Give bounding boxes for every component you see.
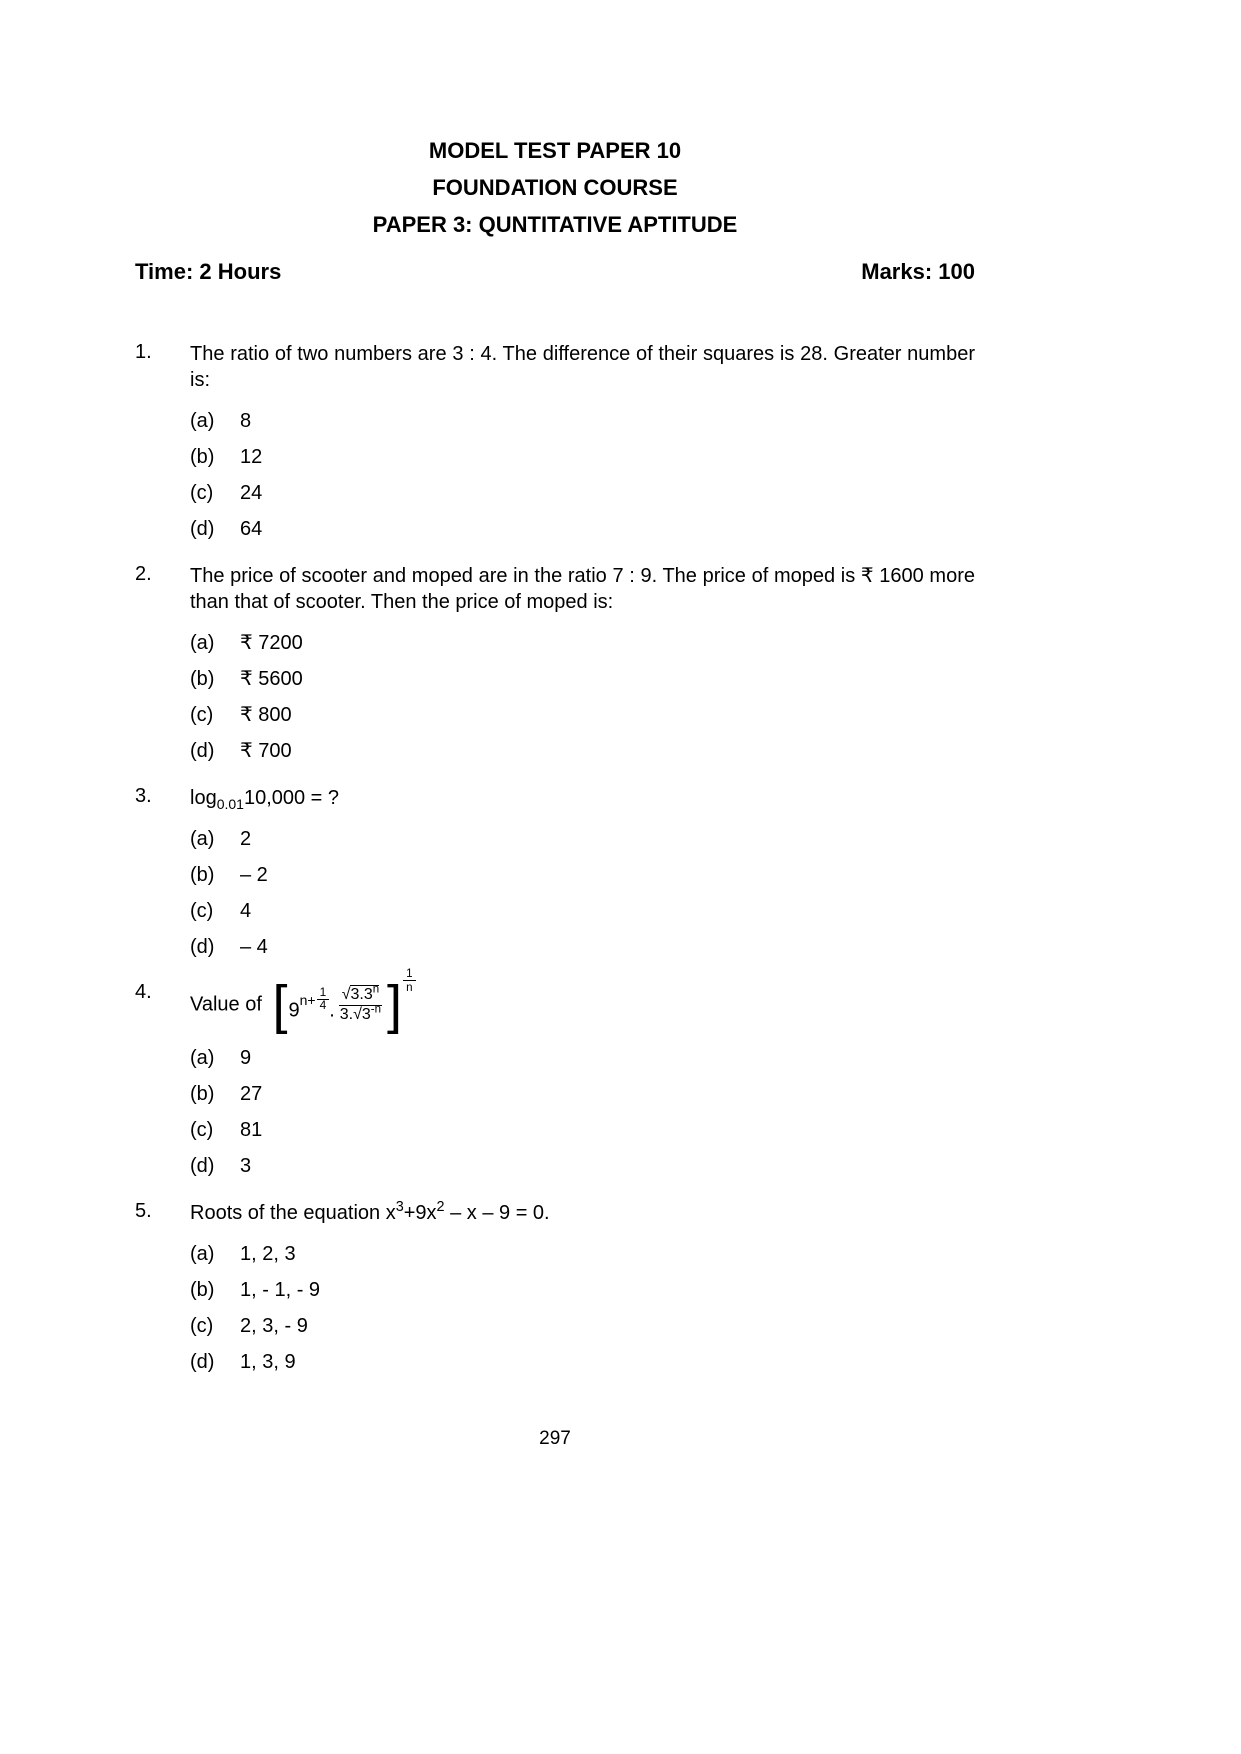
options-list xyxy=(190,821,975,965)
option-row xyxy=(190,1112,975,1148)
option-row xyxy=(190,625,975,661)
option-row xyxy=(190,893,975,929)
question-item xyxy=(135,341,975,547)
option-row xyxy=(190,1308,975,1344)
course-subtitle: FOUNDATION COURSE xyxy=(432,175,678,200)
option-label: (c) xyxy=(190,1314,214,1337)
option-label: (a) xyxy=(190,828,215,850)
option-row xyxy=(190,1236,975,1272)
question-text: Roots of the equation $x^3+9x^2 - x - 9 = 0$. xyxy=(190,1198,550,1224)
paper-title: MODEL TEST PAPER 10 xyxy=(428,138,682,163)
option-value: – 2 xyxy=(240,864,268,886)
option-value: 9 xyxy=(240,1046,252,1069)
option-label: (c) xyxy=(190,900,214,922)
option-value: 1, - 1, - 9 xyxy=(240,1278,321,1301)
option-label: (c) xyxy=(190,1118,214,1141)
question-text: $\log_{0.01}10,000$ = ? xyxy=(190,787,340,812)
options-list xyxy=(190,1236,975,1380)
question-head xyxy=(135,785,975,811)
option-row xyxy=(190,929,975,965)
option-label: (d) xyxy=(190,1154,215,1177)
option-row xyxy=(190,697,975,733)
option-row xyxy=(190,475,975,511)
option-row xyxy=(190,733,975,769)
option-label: (a) xyxy=(190,1046,215,1069)
question-head xyxy=(135,341,975,393)
question-head xyxy=(135,967,975,1035)
option-label: (c) xyxy=(190,704,214,726)
question-number: 4. xyxy=(135,981,152,1003)
option-label: (a) xyxy=(190,632,215,654)
option-label: (d) xyxy=(190,518,215,540)
option-value: 24 xyxy=(240,482,263,504)
time-allowed: Time: 2 Hours xyxy=(135,259,282,284)
question-number: 5. xyxy=(135,1199,152,1222)
question-text: The price of scooter and moped are in the ratio 7 : 9. The price of moped is ₹ 1600 more than that of scooter. Then the price of moped is: xyxy=(190,565,975,613)
option-label: (b) xyxy=(190,446,215,468)
option-row xyxy=(190,1344,975,1380)
option-label: (a) xyxy=(190,410,215,432)
option-row xyxy=(190,1076,975,1112)
option-label: (b) xyxy=(190,1278,215,1301)
formula: [ 9n+ 1 4 . √3.3$^n$ $3.√3^{-n}$ ] 1 n xyxy=(271,981,415,1030)
paper-subject: PAPER 3: QUNTITATIVE APTITUDE xyxy=(372,212,738,237)
option-value: 3 xyxy=(240,1154,252,1177)
option-value: – 4 xyxy=(240,936,268,958)
option-value: 12 xyxy=(240,446,263,468)
option-row xyxy=(190,1040,975,1076)
option-value: 2 xyxy=(240,828,252,850)
option-row xyxy=(190,661,975,697)
total-marks: Marks: 100 xyxy=(861,259,975,284)
options-list xyxy=(190,625,975,769)
option-value: 81 xyxy=(240,1118,263,1141)
option-row xyxy=(190,439,975,475)
question-number: 1. xyxy=(135,341,152,363)
question-text: The ratio of two numbers are 3 : 4. The difference of their squares is 28. Greater number is: xyxy=(190,343,975,391)
question-number: 3. xyxy=(135,785,152,807)
option-value: 1, 2, 3 xyxy=(240,1242,296,1265)
option-row xyxy=(190,1148,975,1184)
question-text: Value of [ 9n+ 1 4 . √3.3$^n$ $3.√3^{-n}$ ] 1 n xyxy=(190,981,975,1030)
option-label: (d) xyxy=(190,936,215,958)
options-list xyxy=(190,403,975,547)
option-value: 2, 3, - 9 xyxy=(240,1314,308,1337)
option-value: 8 xyxy=(240,410,252,432)
option-row xyxy=(190,1272,975,1308)
option-label: (d) xyxy=(190,740,215,762)
question-item xyxy=(135,1200,975,1380)
question-item xyxy=(135,563,975,769)
option-value: ₹ 700 xyxy=(240,740,292,762)
option-value: ₹ 800 xyxy=(240,704,292,726)
option-row xyxy=(190,403,975,439)
questions-list xyxy=(135,341,975,1380)
option-value: 64 xyxy=(240,518,263,540)
option-row xyxy=(190,511,975,547)
options-list xyxy=(190,1040,975,1184)
option-row xyxy=(190,857,975,893)
option-label: (b) xyxy=(190,1082,215,1105)
option-value: 1, 3, 9 xyxy=(240,1350,296,1373)
option-value: 4 xyxy=(240,900,252,922)
question-item xyxy=(135,967,975,1184)
page-footer xyxy=(135,1428,975,1450)
option-row xyxy=(190,821,975,857)
option-label: (c) xyxy=(190,482,214,504)
option-value: ₹ 7200 xyxy=(240,632,303,654)
option-label: (a) xyxy=(190,1242,215,1265)
question-item xyxy=(135,785,975,965)
option-value: 27 xyxy=(240,1082,263,1105)
meta-row xyxy=(135,259,975,285)
option-label: (d) xyxy=(190,1350,215,1373)
paper-header xyxy=(135,132,975,285)
page-number: 297 xyxy=(539,1428,571,1449)
option-value: ₹ 5600 xyxy=(240,668,303,690)
question-head xyxy=(135,1200,975,1226)
question-number: 2. xyxy=(135,563,152,585)
question-head xyxy=(135,563,975,615)
option-label: (b) xyxy=(190,864,215,886)
option-label: (b) xyxy=(190,668,215,690)
